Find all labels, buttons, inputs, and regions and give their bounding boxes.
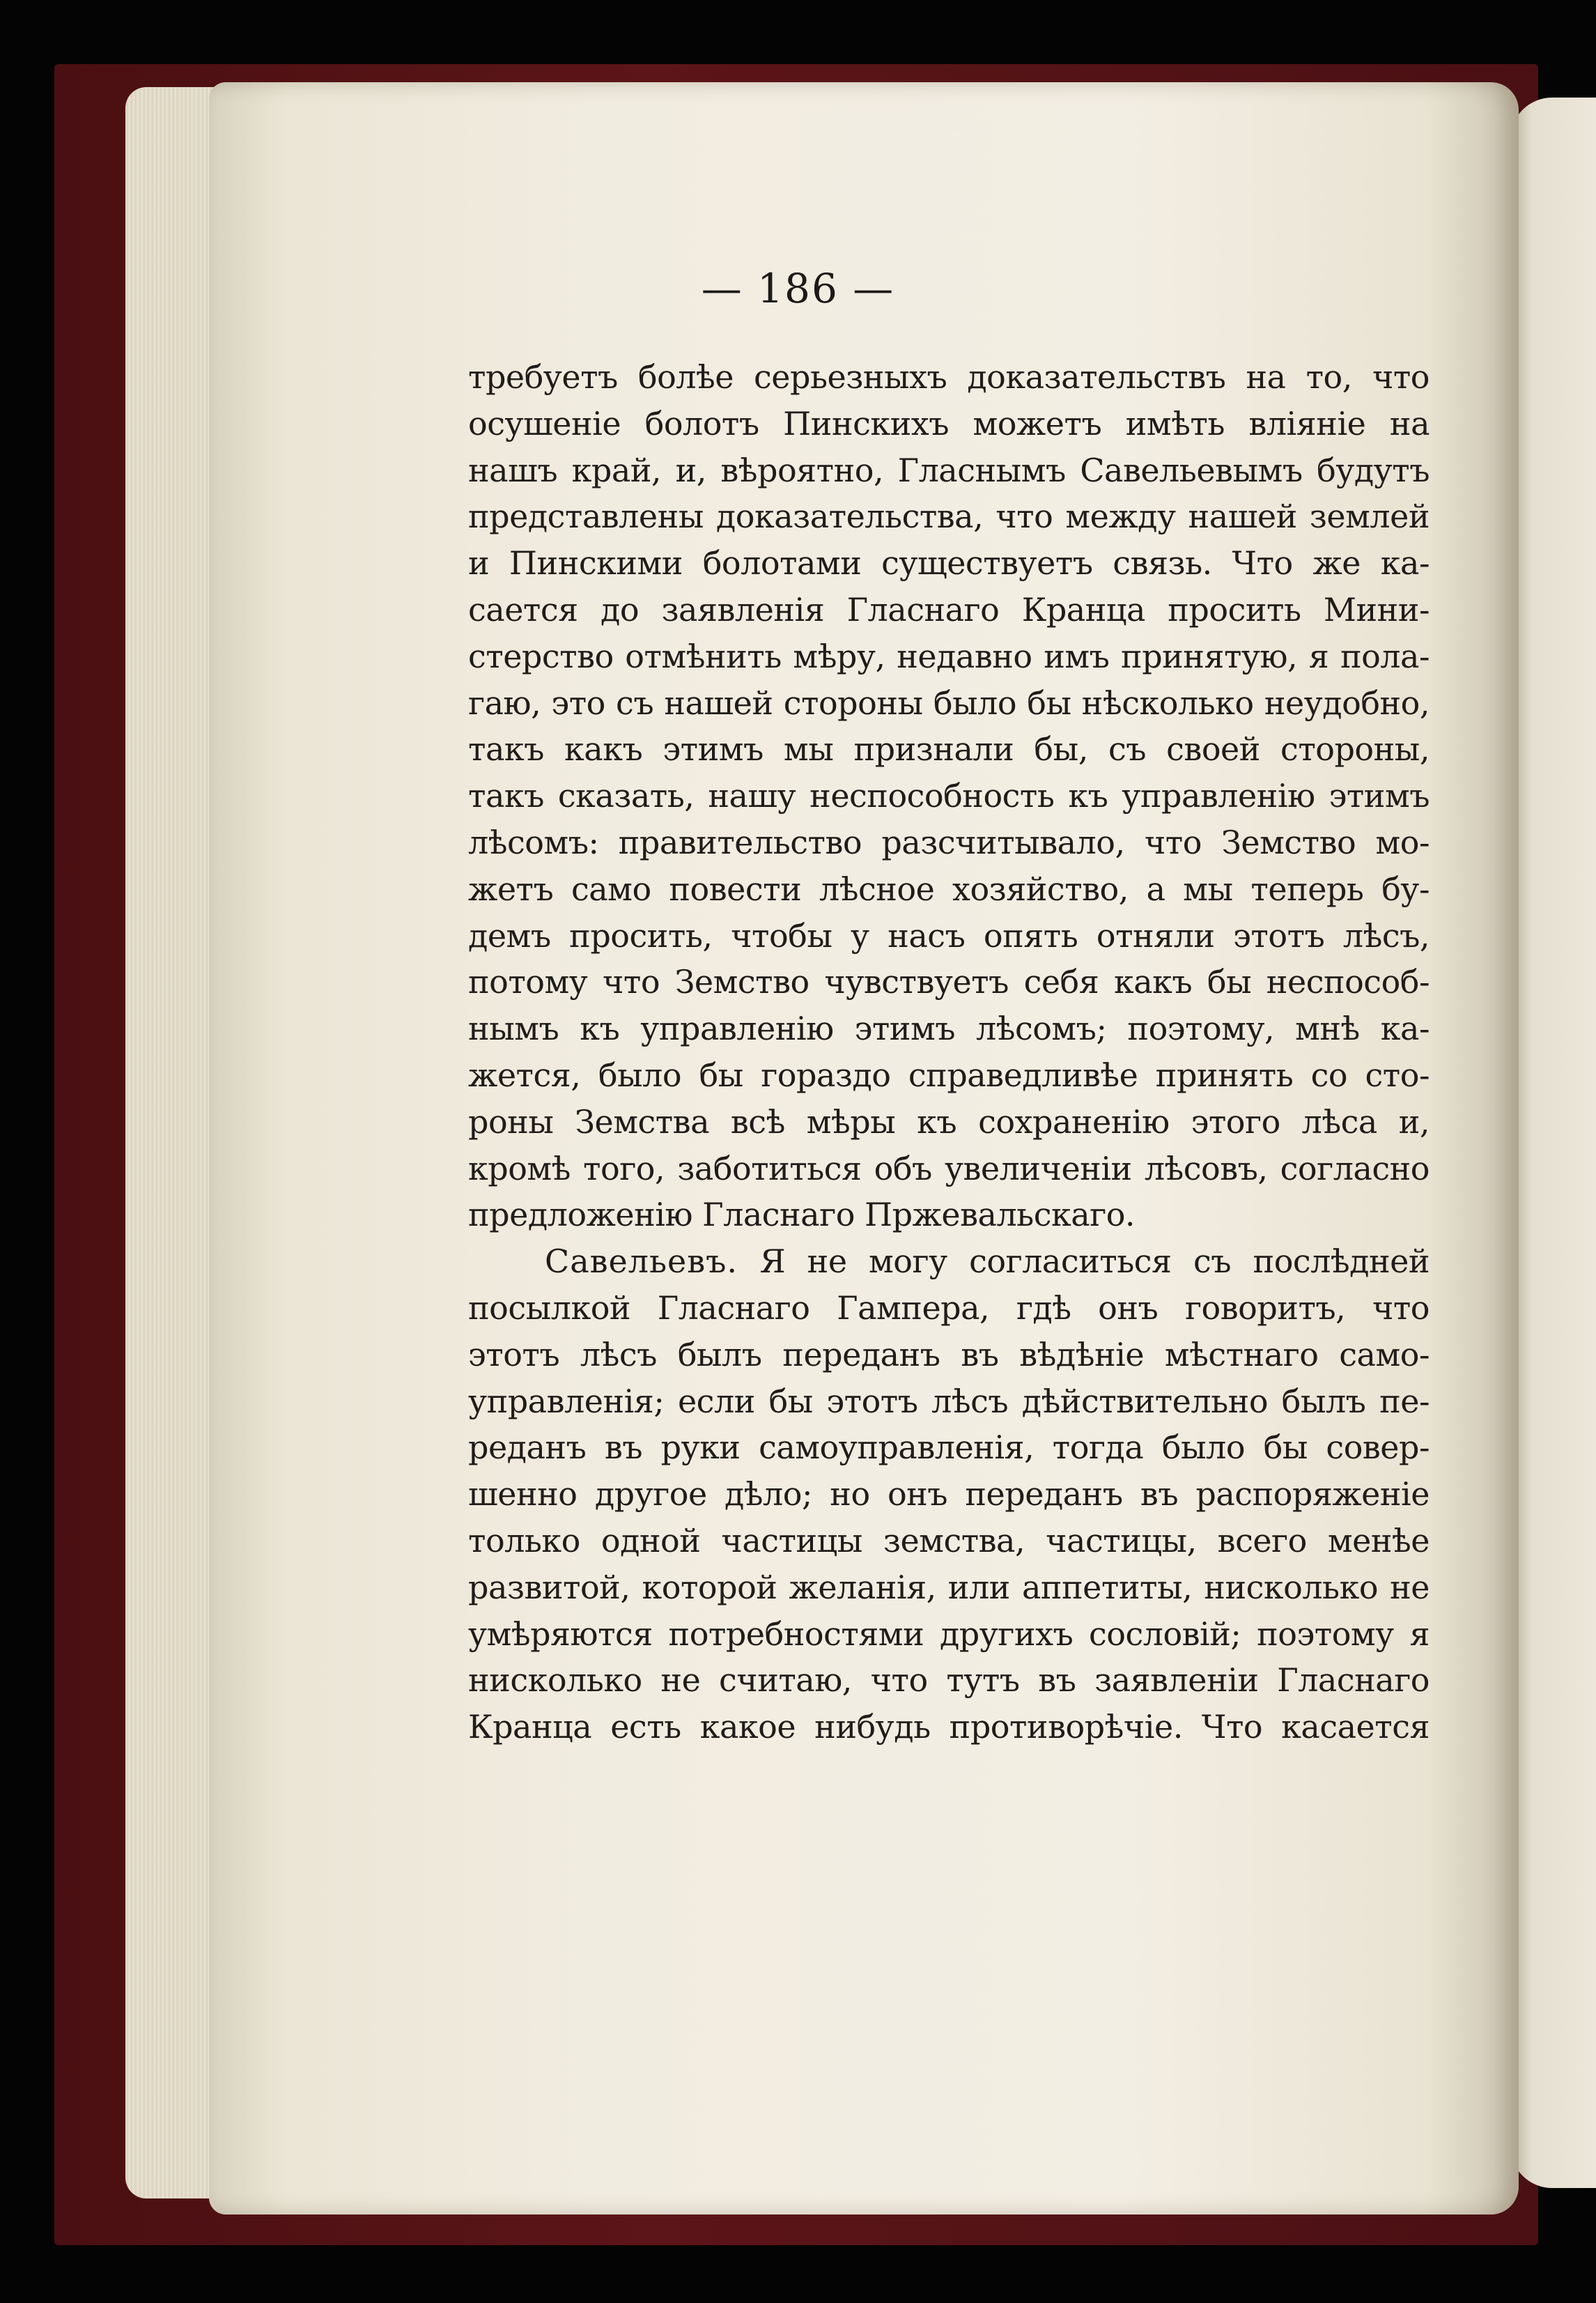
text-line: Кранца есть какое нибудь противорѣчіе. Что касается xyxy=(468,1708,1430,1746)
speaker-text: Я не могу согласиться съ послѣдней xyxy=(759,1242,1430,1281)
text-line: требуетъ болѣе серьезныхъ доказательствъ на то, что xyxy=(468,358,1430,396)
text-line: развитой, которой желанія, или аппетиты, нисколько не xyxy=(468,1568,1430,1606)
text-line: кромѣ того, заботиться объ увеличеніи лѣсовъ, согласно xyxy=(468,1149,1430,1187)
text-line: посылкой Гласнаго Гампера, гдѣ онъ говоритъ, что xyxy=(468,1288,1430,1327)
text-line: только одной частицы земства, частицы, всего менѣе xyxy=(468,1521,1430,1559)
text-line: нашъ край, и, вѣроятно, Гласнымъ Савельевымъ будутъ xyxy=(468,451,1430,489)
text-line: реданъ въ руки самоуправленія, тогда было бы совер- xyxy=(468,1428,1430,1467)
text-line: жется, было бы гораздо справедливѣе принять со сто- xyxy=(468,1056,1430,1094)
text-line: такъ какъ этимъ мы признали бы, съ своей стороны, xyxy=(468,730,1430,769)
text-line: такъ сказать, нашу неспособность къ управленію этимъ xyxy=(468,777,1430,815)
text-line: представлены доказательства, что между нашей землей xyxy=(468,498,1430,536)
text-line: роны Земства всѣ мѣры къ сохраненію этого лѣса и, xyxy=(468,1102,1430,1141)
text-line: управленія; если бы этотъ лѣсъ дѣйствительно былъ пе- xyxy=(468,1382,1430,1420)
text-line: демъ просить, чтобы у насъ опять отняли этотъ лѣсъ, xyxy=(468,916,1430,955)
text-line: гаю, это съ нашей стороны было бы нѣсколько неудобно, xyxy=(468,684,1430,722)
text-line: этотъ лѣсъ былъ переданъ въ вѣдѣніе мѣстнаго само- xyxy=(468,1335,1430,1373)
text-line: осушеніе болотъ Пинскихъ можетъ имѣть вліяніе на xyxy=(468,404,1430,442)
text-line: нымъ къ управленію этимъ лѣсомъ; поэтому, мнѣ ка- xyxy=(468,1010,1430,1048)
text-line: стерство отмѣнить мѣру, недавно имъ принятую, я пола- xyxy=(468,637,1430,675)
text-line: сается до заявленія Гласнаго Кранца просить Мини- xyxy=(468,590,1430,629)
text-line: умѣряются потребностями другихъ сословій; поэтому я xyxy=(468,1615,1430,1653)
text-line: предложенію Гласнаго Пржевальскаго. xyxy=(468,1196,1136,1234)
text-line: потому что Земство чувствуетъ себя какъ бы неспособ- xyxy=(468,963,1430,1001)
text-line: и Пинскими болотами существуетъ связь. Что же ка- xyxy=(468,544,1430,583)
text-line: нисколько не считаю, что тутъ въ заявленіи Гласнаго xyxy=(468,1661,1430,1700)
text-line: шенно другое дѣло; но онъ переданъ въ распоряженіе xyxy=(468,1475,1430,1513)
speaker-name: Савельевъ. xyxy=(545,1242,738,1281)
page-number: — 186 — xyxy=(701,265,895,312)
next-page-edge xyxy=(1510,98,1596,2188)
speaker-line xyxy=(468,1238,1430,1285)
text-line: жетъ само повести лѣсное хозяйство, а мы теперь бу- xyxy=(468,870,1430,908)
body-text xyxy=(468,354,1430,1750)
text-line: лѣсомъ: правительство разсчитывало, что Земство мо- xyxy=(468,823,1430,861)
